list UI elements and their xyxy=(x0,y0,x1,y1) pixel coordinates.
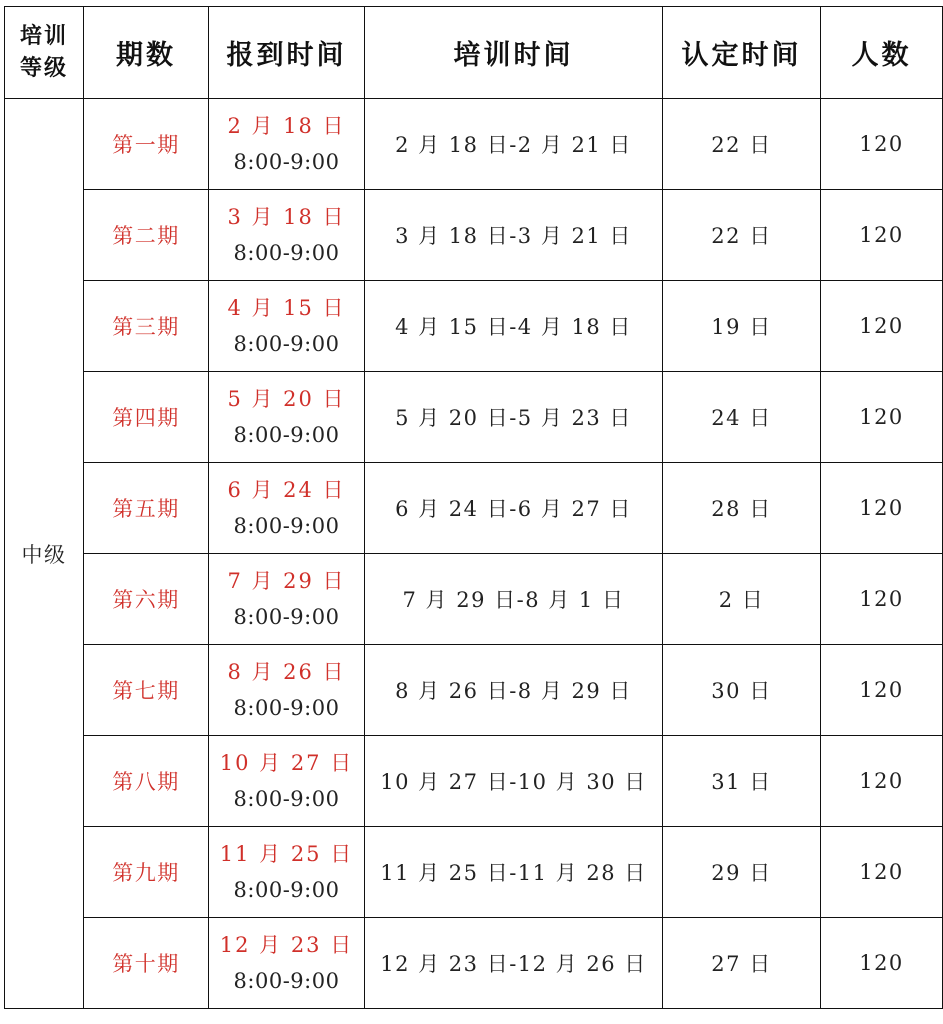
headcount-cell: 120 xyxy=(821,918,943,1009)
registration-date: 2 月 18 日 xyxy=(227,114,346,138)
table-row xyxy=(5,736,943,827)
training-period-cell: 7 月 29 日-8 月 1 日 xyxy=(365,554,663,645)
registration-hours: 8:00-9:00 xyxy=(233,605,340,629)
headcount-cell: 120 xyxy=(821,645,943,736)
headcount-cell: 120 xyxy=(821,827,943,918)
header-training-level-line1: 培训 xyxy=(19,23,68,49)
table-row xyxy=(5,918,943,1009)
registration-hours: 8:00-9:00 xyxy=(233,150,340,174)
period-cell: 第九期 xyxy=(84,827,209,918)
registration-hours: 8:00-9:00 xyxy=(233,514,340,538)
certification-date-cell: 28 日 xyxy=(663,463,821,554)
training-period-cell: 2 月 18 日-2 月 21 日 xyxy=(365,99,663,190)
registration-cell xyxy=(209,736,365,827)
registration-cell xyxy=(209,645,365,736)
headcount-cell: 120 xyxy=(821,190,943,281)
registration-hours: 8:00-9:00 xyxy=(233,696,340,720)
certification-date-cell: 27 日 xyxy=(663,918,821,1009)
period-cell: 第一期 xyxy=(84,99,209,190)
header-period: 期数 xyxy=(84,7,209,99)
registration-hours: 8:00-9:00 xyxy=(233,878,340,902)
table-row xyxy=(5,645,943,736)
period-cell: 第十期 xyxy=(84,918,209,1009)
table-row xyxy=(5,99,943,190)
header-training-level-line2: 等级 xyxy=(19,55,68,81)
registration-cell xyxy=(209,554,365,645)
registration-hours: 8:00-9:00 xyxy=(233,969,340,993)
headcount-cell: 120 xyxy=(821,372,943,463)
header-certification-time: 认定时间 xyxy=(663,7,821,99)
table-row xyxy=(5,190,943,281)
registration-cell xyxy=(209,190,365,281)
table-row xyxy=(5,827,943,918)
registration-date: 12 月 23 日 xyxy=(219,933,354,957)
table-row xyxy=(5,463,943,554)
period-cell: 第八期 xyxy=(84,736,209,827)
period-cell: 第五期 xyxy=(84,463,209,554)
registration-cell xyxy=(209,827,365,918)
header-count: 人数 xyxy=(821,7,943,99)
headcount-cell: 120 xyxy=(821,463,943,554)
registration-cell xyxy=(209,463,365,554)
headcount-cell: 120 xyxy=(821,554,943,645)
training-period-cell: 4 月 15 日-4 月 18 日 xyxy=(365,281,663,372)
header-registration-time: 报到时间 xyxy=(209,7,365,99)
registration-date: 6 月 24 日 xyxy=(227,478,346,502)
certification-date-cell: 2 日 xyxy=(663,554,821,645)
table-body xyxy=(5,99,943,1009)
certification-date-cell: 30 日 xyxy=(663,645,821,736)
period-cell: 第二期 xyxy=(84,190,209,281)
registration-hours: 8:00-9:00 xyxy=(233,423,340,447)
certification-date-cell: 24 日 xyxy=(663,372,821,463)
period-cell: 第六期 xyxy=(84,554,209,645)
training-level-cell: 中级 xyxy=(5,99,84,1009)
training-period-cell: 3 月 18 日-3 月 21 日 xyxy=(365,190,663,281)
headcount-cell: 120 xyxy=(821,736,943,827)
training-schedule-table xyxy=(4,6,943,1009)
registration-hours: 8:00-9:00 xyxy=(233,787,340,811)
registration-date: 11 月 25 日 xyxy=(219,842,354,866)
period-cell: 第七期 xyxy=(84,645,209,736)
headcount-cell: 120 xyxy=(821,281,943,372)
header-training-level xyxy=(5,7,84,99)
training-period-cell: 6 月 24 日-6 月 27 日 xyxy=(365,463,663,554)
certification-date-cell: 22 日 xyxy=(663,190,821,281)
table-header xyxy=(5,7,943,99)
training-period-cell: 11 月 25 日-11 月 28 日 xyxy=(365,827,663,918)
registration-hours: 8:00-9:00 xyxy=(233,332,340,356)
period-cell: 第三期 xyxy=(84,281,209,372)
certification-date-cell: 31 日 xyxy=(663,736,821,827)
period-cell: 第四期 xyxy=(84,372,209,463)
registration-cell xyxy=(209,918,365,1009)
header-row xyxy=(5,7,943,99)
table-row xyxy=(5,554,943,645)
certification-date-cell: 22 日 xyxy=(663,99,821,190)
registration-date: 7 月 29 日 xyxy=(227,569,346,593)
table-row xyxy=(5,372,943,463)
training-period-cell: 5 月 20 日-5 月 23 日 xyxy=(365,372,663,463)
table-row xyxy=(5,281,943,372)
certification-date-cell: 29 日 xyxy=(663,827,821,918)
registration-date: 3 月 18 日 xyxy=(227,205,346,229)
training-period-cell: 10 月 27 日-10 月 30 日 xyxy=(365,736,663,827)
registration-hours: 8:00-9:00 xyxy=(233,241,340,265)
registration-date: 4 月 15 日 xyxy=(227,296,346,320)
registration-date: 10 月 27 日 xyxy=(219,751,354,775)
registration-cell xyxy=(209,99,365,190)
training-period-cell: 8 月 26 日-8 月 29 日 xyxy=(365,645,663,736)
registration-cell xyxy=(209,372,365,463)
headcount-cell: 120 xyxy=(821,99,943,190)
registration-date: 8 月 26 日 xyxy=(227,660,346,684)
training-period-cell: 12 月 23 日-12 月 26 日 xyxy=(365,918,663,1009)
certification-date-cell: 19 日 xyxy=(663,281,821,372)
header-training-time: 培训时间 xyxy=(365,7,663,99)
registration-cell xyxy=(209,281,365,372)
registration-date: 5 月 20 日 xyxy=(227,387,346,411)
